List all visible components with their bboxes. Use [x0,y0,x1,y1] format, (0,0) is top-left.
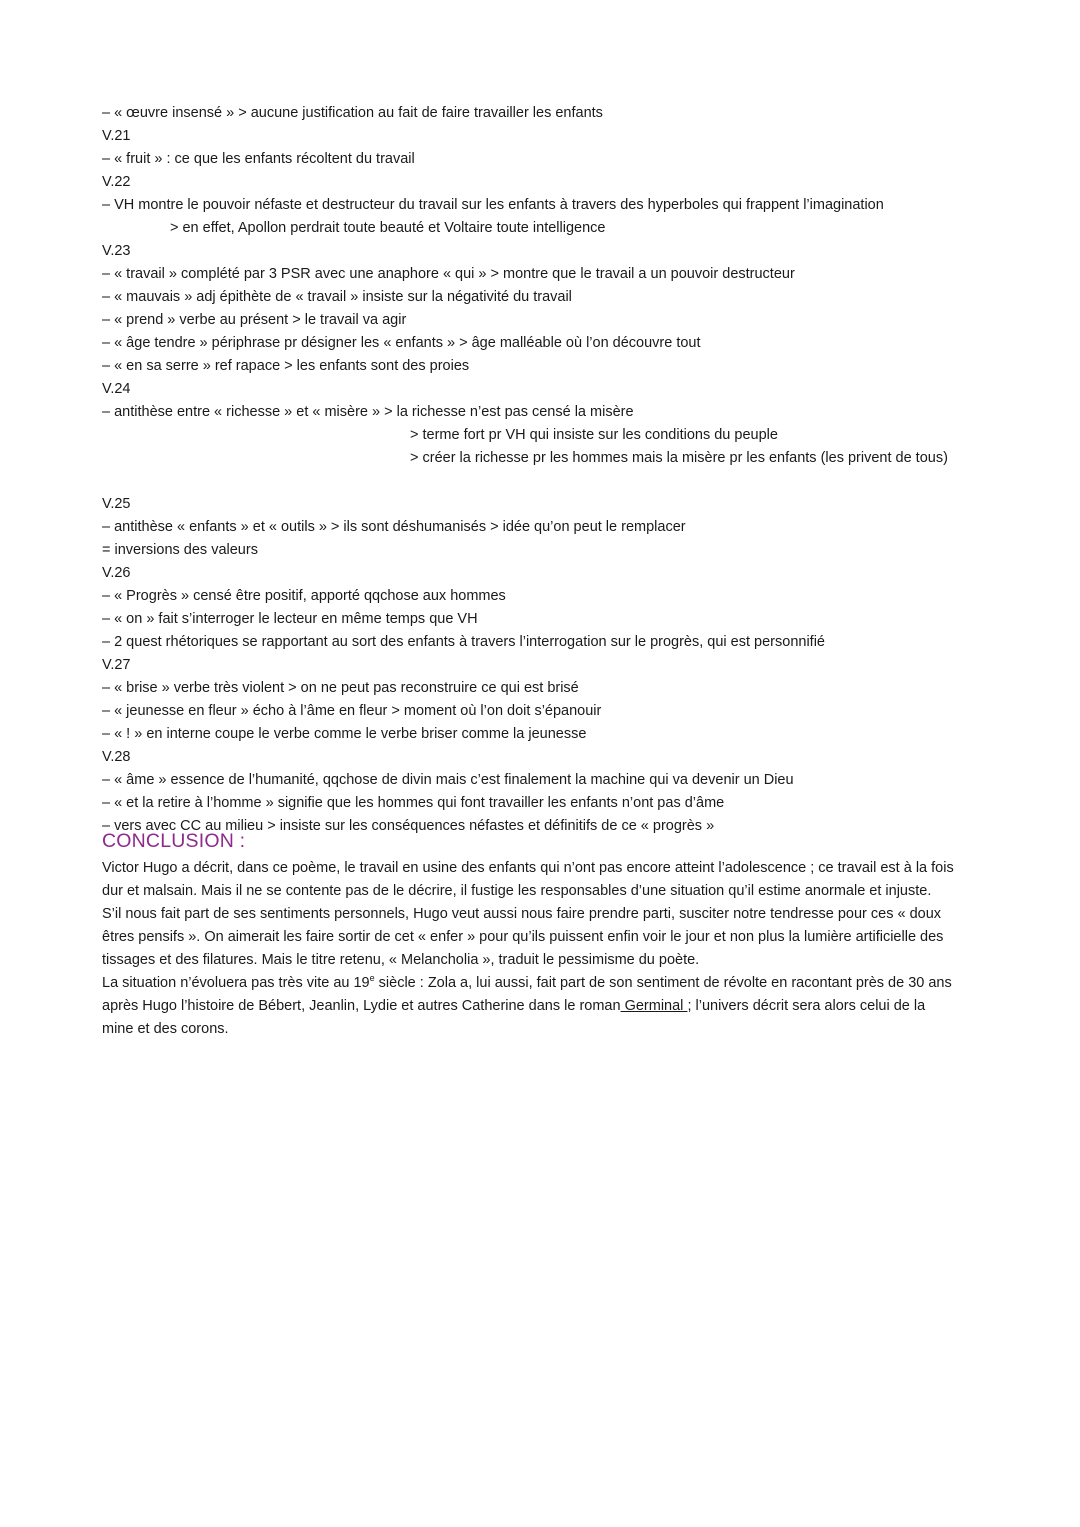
verse-label: V.23 [102,243,131,259]
verse-label: V.21 [102,128,131,144]
conclusion-line: S’il nous fait part de ses sentiments personnels, Hugo veut aussi nous faire prendre parti, susciter notre tendresse pour ces « doux [102,906,942,922]
book-title-germinal: Germinal [620,998,688,1014]
note-item: – « en sa serre » ref rapace > les enfants sont des proies [102,358,470,374]
conclusion-line: Victor Hugo a décrit, dans ce poème, le travail en usine des enfants qui n’ont pas encore atteint l’adolescence ; ce travail est à la fois [102,860,954,876]
note-item: = inversions des valeurs [102,542,258,558]
superscript: e [369,973,375,984]
note-item: – « prend » verbe au présent > le travail va agir [102,312,407,328]
note-item: – antithèse entre « richesse » et « misère » > la richesse n’est pas censé la misère [102,404,634,420]
note-item: – « ! » en interne coupe le verbe comme le verbe briser comme la jeunesse [102,726,587,742]
conclusion-heading: CONCLUSION : [102,830,246,852]
text-segment: siècle : Zola a, lui aussi, fait part de son sentiment de révolte en racontant près de 30 ans [374,975,952,991]
conclusion-line: tissages et des filatures. Mais le titre retenu, « Melancholia », traduit le pessimisme du poète. [102,952,700,968]
note-item: – « mauvais » adj épithète de « travail » insiste sur la négativité du travail [102,289,572,305]
analysis-notes [102,102,1002,838]
conclusion-line [102,972,987,995]
note-subitem: > en effet, Apollon perdrait toute beauté et Voltaire toute intelligence [170,220,606,236]
verse-label: V.26 [102,565,131,581]
note-item: – « brise » verbe très violent > on ne peut pas reconstruire ce qui est brisé [102,680,579,696]
note-item: – « œuvre insensé » > aucune justification au fait de faire travailler les enfants [102,105,603,121]
verse-label: V.25 [102,496,131,512]
text-segment: après Hugo l’histoire de Bébert, Jeanlin, Lydie et autres Catherine dans le roman [102,998,621,1014]
note-item: – « Progrès » censé être positif, apporté qqchose aux hommes [102,588,506,604]
conclusion-line: êtres pensifs ». On aimerait les faire sortir de cet « enfer » pour qu’ils puissent enfin voir le jour et non plus la lumière artificielle des [102,929,944,945]
note-item: – « et la retire à l’homme » signifie que les hommes qui font travailler les enfants n’ont pas d’âme [102,795,725,811]
spacer [102,470,1002,493]
verse-label: V.24 [102,381,131,397]
verse-label: V.28 [102,749,131,765]
conclusion-body [102,857,987,1041]
note-item: – « jeunesse en fleur » écho à l’âme en fleur > moment où l’on doit s’épanouir [102,703,602,719]
conclusion-line: mine et des corons. [102,1021,229,1037]
note-item: – 2 quest rhétoriques se rapportant au sort des enfants à travers l’interrogation sur le progrès, qui est personnifié [102,634,825,650]
conclusion-line [102,995,987,1018]
conclusion-line: dur et malsain. Mais il ne se contente pas de le décrire, il fustige les responsables d’une situation qu’il estime anormale et injuste. [102,883,932,899]
note-subitem: > terme fort pr VH qui insiste sur les conditions du peuple [410,427,778,443]
note-subitem: > créer la richesse pr les hommes mais la misère pr les enfants (les privent de tous) [410,450,948,466]
verse-label: V.22 [102,174,131,190]
note-item: – vers avec CC au milieu > insiste sur les conséquences néfastes et définitifs de ce « progrès » [102,818,715,834]
note-item: – antithèse « enfants » et « outils » > ils sont déshumanisés > idée qu’on peut le remplacer [102,519,686,535]
text-segment: La situation n’évoluera pas très vite au 19 [102,975,370,991]
note-item: – « on » fait s’interroger le lecteur en même temps que VH [102,611,478,627]
note-item: – VH montre le pouvoir néfaste et destructeur du travail sur les enfants à travers des hyperboles qui frappent l’imagination [102,197,884,213]
note-item: – « âge tendre » périphrase pr désigner les « enfants » > âge malléable où l’on découvre tout [102,335,701,351]
text-segment: ; l’univers décrit sera alors celui de la [687,998,926,1014]
note-item: – « fruit » : ce que les enfants récoltent du travail [102,151,415,167]
note-item: – « travail » complété par 3 PSR avec une anaphore « qui » > montre que le travail a un pouvoir destructeur [102,266,795,282]
verse-label: V.27 [102,657,131,673]
note-item: – « âme » essence de l’humanité, qqchose de divin mais c’est finalement la machine qui va devenir un Dieu [102,772,794,788]
